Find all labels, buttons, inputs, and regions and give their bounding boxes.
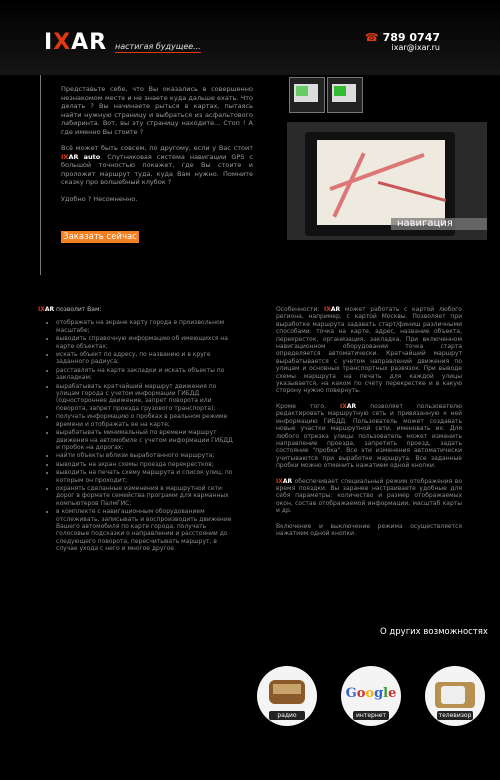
feature-label: интернет — [353, 711, 389, 720]
details-p1-before: Особенности: — [276, 306, 320, 313]
list-item: • выводить справочную информацию об имеющихся на карте объектах; — [56, 335, 238, 350]
logo-letter-x: X — [53, 30, 72, 55]
gallery-thumbnail-1[interactable] — [289, 77, 325, 113]
list-item: • расставлять на карте закладки и искать объекты по закладкам; — [56, 367, 238, 382]
intro-text: позволит Вам: — [56, 306, 102, 313]
list-item: • в комплекте с навигационным оборудованием отслеживать, записывать и воспроизводить движение Вашего автомобиля по карте города, получать голосовые подсказки о направлении и расстоянии до следующего поворота, пересчитывать маршрут, в случае ухода с него и многое другое. — [56, 508, 238, 552]
intro-brand-rest: AR — [44, 306, 55, 313]
details-brand-rest: AR — [282, 477, 293, 485]
details-paragraph-3 — [276, 478, 462, 515]
tv-icon — [435, 682, 475, 708]
hero-brand-rest: AR auto — [68, 152, 101, 161]
thumbnail-screen — [294, 84, 318, 102]
order-now-button[interactable]: Заказать сейчас — [61, 231, 139, 243]
hero-paragraph-3: Удобно ? Несомненно. — [61, 194, 138, 203]
feature-label: телевизор — [438, 712, 472, 719]
map-screen — [317, 140, 445, 225]
feature-tv-button[interactable] — [425, 666, 485, 726]
page-header — [0, 0, 500, 75]
hero-section — [40, 75, 491, 275]
details-paragraph-1 — [276, 306, 462, 395]
details-brand-rest: AR — [330, 306, 341, 313]
details-paragraph-4: Включение и выключение режима осуществляется нажатием одной кнопки. — [276, 522, 462, 537]
hero-brand — [61, 153, 100, 161]
details-brand-x: IX — [340, 402, 347, 410]
feature-internet-button[interactable] — [341, 666, 401, 726]
list-item: • вырабатывать кратчайший маршрут движения по улицам города с учетом информации ГИБДД (одностороннее движение, запрет поворота или поворота, запрет проезда грузового транспорта); — [56, 383, 238, 413]
hero-text — [61, 85, 253, 211]
details-p3-after: обеспечивает специальный режим отображения во время поездки. Вы заранее настраиваете удобные для себя параметры: количество и размер отображаемых окон, состав отображаемой информации, масштаб карты и др. — [276, 477, 462, 515]
logo-letters-ar: AR — [71, 30, 108, 55]
features-list — [38, 319, 238, 552]
hero-paragraph-2 — [61, 144, 253, 187]
intro-brand-x: IX — [38, 306, 45, 313]
phone-value: 789 0747 — [382, 31, 440, 44]
list-item: • охранять сделанные изменения в маршрутной сети дорог в формате семейства программ для карманных компьютеров ПалмГИС; — [56, 485, 238, 507]
details-p2-after: позволяет пользователю редактировать маршрутную сеть и привязанную к ней информацию ГИБДД. Пользователь может создавать новые участки маршрутной сети, именовать их. Для любого отрезка улицы пользователь может изменить направление проезда, запретить проезд, задать состояние "пробка". Все эти изменения автоматически учитываются при выработке маршрута. Все заданные пробки можно отменить нажатием одной кнопки. — [276, 402, 462, 470]
list-item: • выводить на экран схемы проезда перекрестков; — [56, 461, 238, 468]
list-item: • вырабатывать минимальный по времени маршрут движения на автомобиле с учетом информации ГИБДД и пробок на дорогах; — [56, 429, 238, 451]
hero-p2-after: . Спутниковая система навигации GPS с большой точностью покажет, где Вы стоите и проложит маршрут туда, куда Вам нужно. Помните сказку про волшебный клубок ? — [61, 152, 253, 186]
details-brand — [340, 403, 356, 410]
list-item: • выводить на печать схему маршрута и список улиц, по которым он проходит; — [56, 469, 238, 484]
feature-label: радио — [269, 711, 305, 720]
details-brand — [276, 478, 292, 485]
email-link[interactable]: ixar@ixar.ru — [391, 43, 440, 52]
list-item: • получать информацию о пробках в реальном режиме времени и отображать ее на карте; — [56, 413, 238, 428]
details-p1-after: может работать с картой любого региона, например, с картой Москвы. Позволяет при выработке маршрута задавать старт/финиш различными способами: точка на карте, адрес, название объекта, перекресток, организация, закладка. При включенном навигационном оборудовании точка старта определяется автоматически. Кратчайший маршрут вырабатывается с учетом направлений движения по улицам и основных транспортных развязок. При выводе схемы маршрута на печать для каждой улицы указывается, на каком по счету перекрестке и в какую сторону нужно повернуть. — [276, 306, 462, 395]
ixar-logo[interactable] — [44, 30, 107, 55]
features-list-column — [38, 306, 238, 554]
radio-icon — [269, 680, 305, 704]
navigation-label: навигация — [391, 218, 487, 230]
hero-paragraph-1: Представьте себе, что Вы оказались в совершенно незнакомом месте и не знаете куда дальше ехать. Что делать ? Вы начинаете рыться в картах, пытаясь найти нужную страницу и выбраться из асфальтового лабиринта. Вот, вы эту страницу находите... Стоп ! А где именно Вы стоите ? — [61, 85, 253, 136]
feature-radio-button[interactable] — [257, 666, 317, 726]
list-item: • искать объект по адресу, по названию и в круге заданного радиуса; — [56, 351, 238, 366]
other-features-title: О других возможностях — [380, 627, 488, 637]
intro-brand — [38, 306, 54, 313]
details-brand-x: IX — [276, 477, 283, 485]
hero-p2-before: Всё может быть совсем, по другому, если у Вас стоит — [61, 144, 253, 152]
phone-icon: ☎ — [364, 31, 379, 44]
list-item: • отображать на экране карту города в произвольном масштабе; — [56, 319, 238, 334]
features-intro — [38, 306, 238, 313]
gallery-thumbnail-2[interactable] — [327, 77, 363, 113]
navigation-photo — [287, 122, 487, 240]
google-logo-icon: Google — [345, 686, 397, 701]
list-item: • найти объекты вблизи выработанного маршрута; — [56, 452, 238, 459]
slogan: настигая будущее... — [115, 42, 201, 51]
details-brand-rest: AR — [346, 402, 357, 410]
thumbnail-screen — [332, 84, 356, 102]
details-brand-x: IX — [324, 306, 331, 313]
hero-brand-x: IX — [61, 152, 69, 161]
details-column — [276, 306, 462, 545]
details-paragraph-2 — [276, 403, 462, 470]
logo-letter-i: I — [44, 30, 54, 55]
details-p2-before: Кроме того, — [276, 402, 326, 410]
details-brand — [324, 306, 340, 313]
